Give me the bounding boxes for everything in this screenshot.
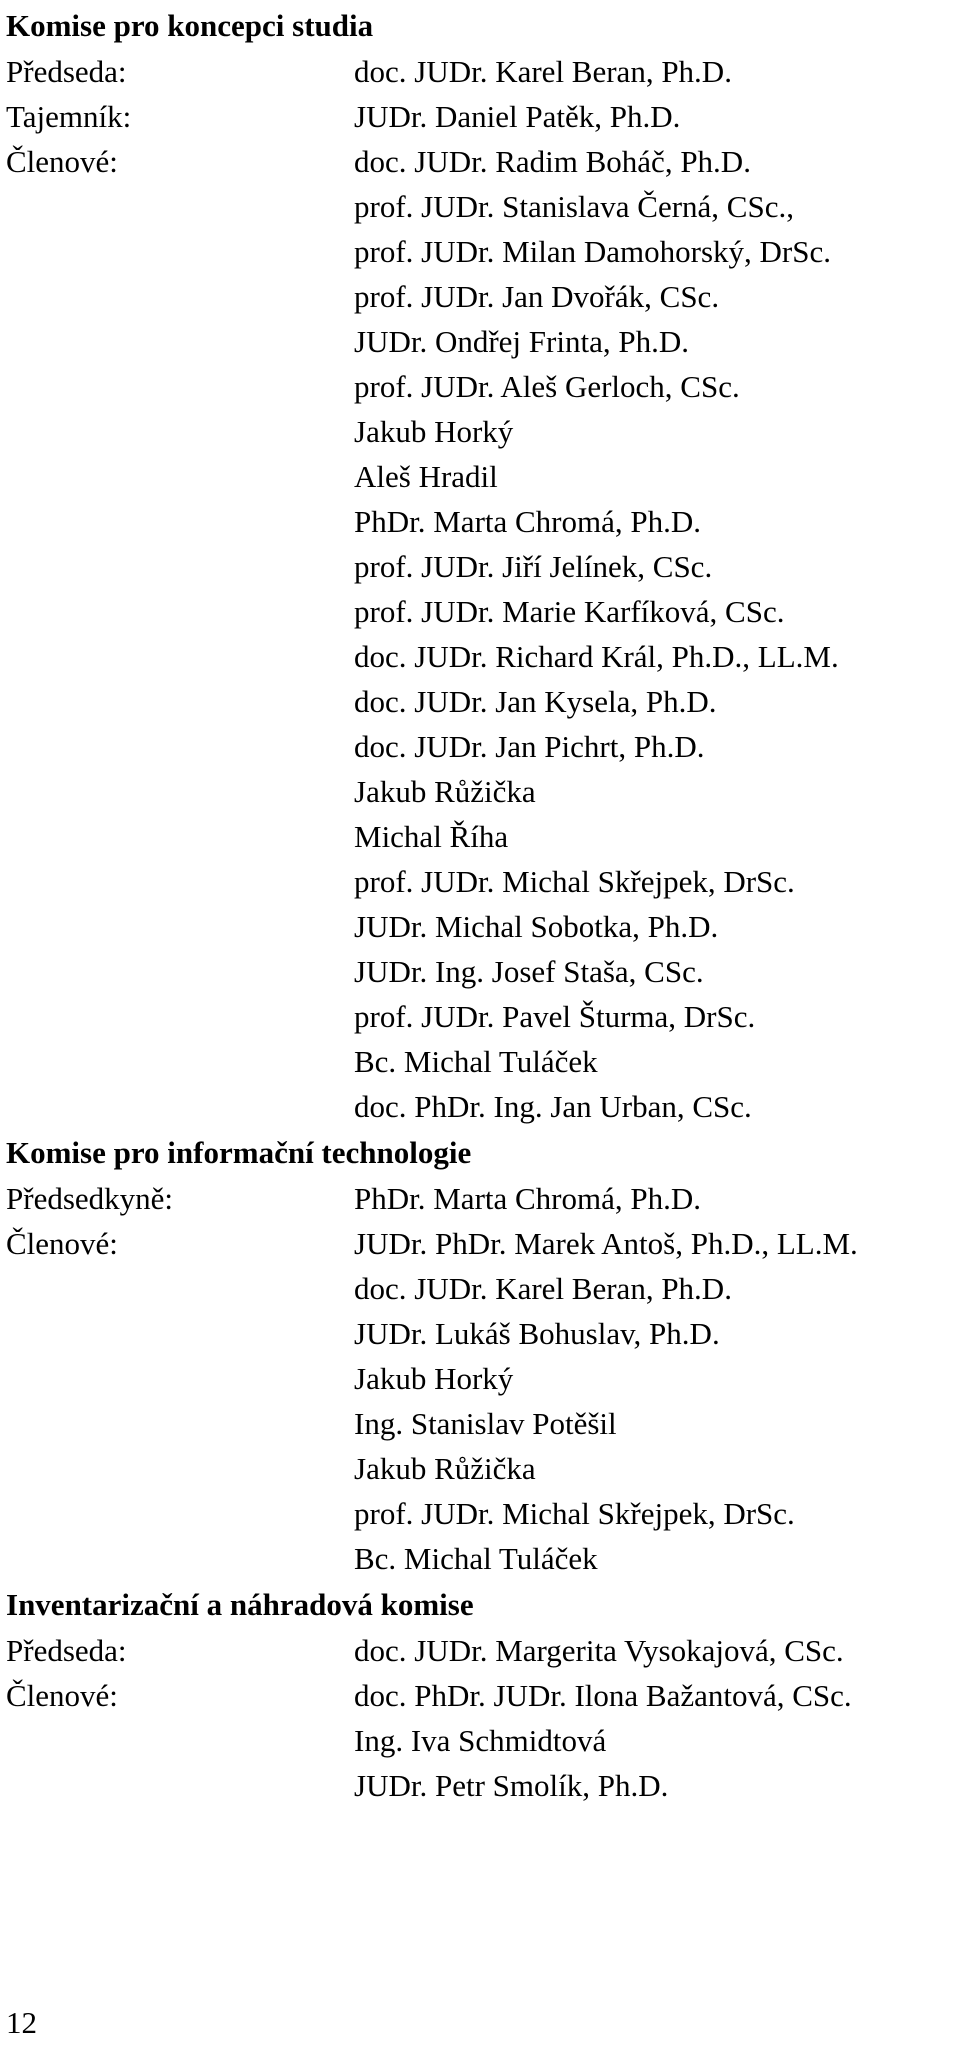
- member-row: [6, 634, 956, 679]
- role-label: Předseda:: [6, 54, 127, 89]
- member-row: [6, 229, 956, 274]
- member-row: [6, 409, 956, 454]
- member-name: Jakub Růžička: [354, 1451, 536, 1486]
- member-row: [6, 814, 956, 859]
- member-row: [6, 769, 956, 814]
- member-row: [6, 1763, 956, 1808]
- member-name: prof. JUDr. Jan Dvořák, CSc.: [354, 279, 720, 314]
- member-name: Bc. Michal Tuláček: [354, 1044, 598, 1079]
- member-row: [6, 1311, 956, 1356]
- member-row: [6, 949, 956, 994]
- member-name: prof. JUDr. Michal Skřejpek, DrSc.: [354, 1496, 795, 1531]
- member-row: [6, 1221, 956, 1266]
- member-name: Bc. Michal Tuláček: [354, 1541, 598, 1576]
- member-name: Jakub Růžička: [354, 774, 536, 809]
- member-name: Ing. Iva Schmidtová: [354, 1723, 607, 1758]
- member-name: doc. PhDr. Ing. Jan Urban, CSc.: [354, 1089, 752, 1124]
- member-row: [6, 1266, 956, 1311]
- role-label: Tajemník:: [6, 99, 132, 134]
- role-label: Předseda:: [6, 1633, 127, 1668]
- member-name: Ing. Stanislav Potěšil: [354, 1406, 617, 1441]
- committee-title: Komise pro koncepci studia: [6, 8, 374, 43]
- member-name: doc. JUDr. Jan Kysela, Ph.D.: [354, 684, 717, 719]
- member-row: [6, 364, 956, 409]
- member-row: [6, 1356, 956, 1401]
- committee-section: [6, 2, 956, 1129]
- committee-title: Komise pro informační technologie: [6, 1135, 472, 1170]
- member-row: [6, 904, 956, 949]
- member-row: [6, 1628, 956, 1673]
- member-name: prof. JUDr. Aleš Gerloch, CSc.: [354, 369, 740, 404]
- member-row: [6, 1176, 956, 1221]
- member-row: [6, 1536, 956, 1581]
- member-row: [6, 1718, 956, 1763]
- member-row: [6, 319, 956, 364]
- member-name: JUDr. Ondřej Frinta, Ph.D.: [354, 324, 689, 359]
- member-row: [6, 1084, 956, 1129]
- member-row: [6, 1446, 956, 1491]
- role-label: Členové:: [6, 144, 118, 179]
- member-name: PhDr. Marta Chromá, Ph.D.: [354, 504, 702, 539]
- member-row: [6, 724, 956, 769]
- member-row: [6, 139, 956, 184]
- member-row: [6, 1673, 956, 1718]
- member-name: doc. JUDr. Margerita Vysokajová, CSc.: [354, 1633, 844, 1668]
- member-row: [6, 184, 956, 229]
- member-name: doc. JUDr. Karel Beran, Ph.D.: [354, 1271, 732, 1306]
- member-name: Jakub Horký: [354, 1361, 514, 1396]
- member-name: Michal Říha: [354, 819, 509, 854]
- member-name: JUDr. Lukáš Bohuslav, Ph.D.: [354, 1316, 720, 1351]
- member-name: doc. JUDr. Richard Král, Ph.D., LL.M.: [354, 639, 839, 674]
- member-name: JUDr. Petr Smolík, Ph.D.: [354, 1768, 669, 1803]
- member-row: [6, 454, 956, 499]
- member-name: prof. JUDr. Jiří Jelínek, CSc.: [354, 549, 713, 584]
- committee-section: [6, 1581, 956, 1808]
- member-name: prof. JUDr. Michal Skřejpek, DrSc.: [354, 864, 795, 899]
- member-name: JUDr. Daniel Patěk, Ph.D.: [354, 99, 681, 134]
- member-row: [6, 1491, 956, 1536]
- member-row: [6, 859, 956, 904]
- member-name: prof. JUDr. Marie Karfíková, CSc.: [354, 594, 785, 629]
- member-row: [6, 94, 956, 139]
- member-row: [6, 1401, 956, 1446]
- member-name: Aleš Hradil: [354, 459, 498, 494]
- member-row: [6, 544, 956, 589]
- member-name: JUDr. Michal Sobotka, Ph.D.: [354, 909, 719, 944]
- member-row: [6, 274, 956, 319]
- member-row: [6, 589, 956, 634]
- page-number: 12: [6, 2005, 37, 2040]
- committee-list: [6, 2, 956, 1808]
- member-row: [6, 679, 956, 724]
- member-row: [6, 499, 956, 544]
- committee-section: [6, 1129, 956, 1581]
- member-name: doc. JUDr. Jan Pichrt, Ph.D.: [354, 729, 705, 764]
- member-name: prof. JUDr. Milan Damohorský, DrSc.: [354, 234, 832, 269]
- member-row: [6, 1039, 956, 1084]
- committee-title: Inventarizační a náhradová komise: [6, 1587, 474, 1622]
- member-name: doc. JUDr. Karel Beran, Ph.D.: [354, 54, 732, 89]
- role-label: Členové:: [6, 1226, 118, 1261]
- member-name: prof. JUDr. Pavel Šturma, DrSc.: [354, 999, 756, 1034]
- member-row: [6, 49, 956, 94]
- member-name: JUDr. PhDr. Marek Antoš, Ph.D., LL.M.: [354, 1226, 858, 1261]
- role-label: Členové:: [6, 1678, 118, 1713]
- member-row: [6, 994, 956, 1039]
- member-name: doc. JUDr. Radim Boháč, Ph.D.: [354, 144, 751, 179]
- member-name: prof. JUDr. Stanislava Černá, CSc.,: [354, 189, 794, 224]
- role-label: Předsedkyně:: [6, 1181, 174, 1216]
- member-name: doc. PhDr. JUDr. Ilona Bažantová, CSc.: [354, 1678, 852, 1713]
- member-name: JUDr. Ing. Josef Staša, CSc.: [354, 954, 704, 989]
- member-name: PhDr. Marta Chromá, Ph.D.: [354, 1181, 702, 1216]
- member-name: Jakub Horký: [354, 414, 514, 449]
